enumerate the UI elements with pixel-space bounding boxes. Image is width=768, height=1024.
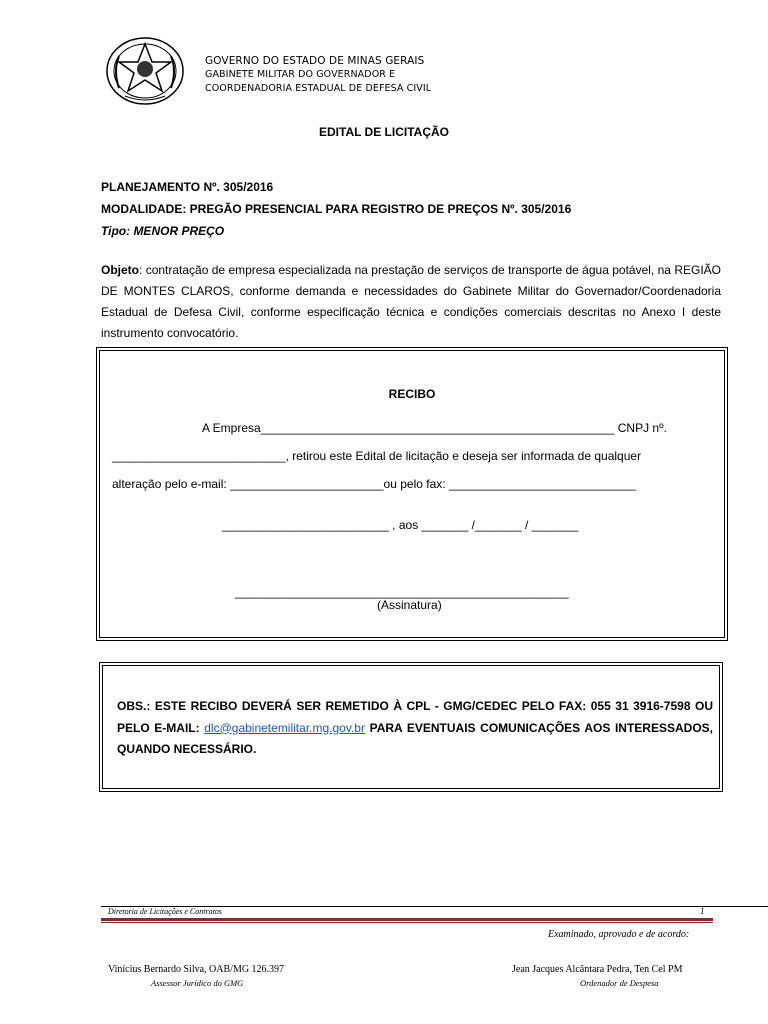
objeto-text: : contratação de empresa especializada na prestação de serviços de transporte de água potável, na REGIÃO DE MONTES CLAROS, conforme demanda e necessidades do Gabinete Militar do Governador/Coordenadoria Estadual de Defesa Civil, conforme especificação técnica e condições comerciais descritas no Anexo I deste instrumento convocatório. (101, 263, 721, 340)
objeto-paragraph (101, 260, 721, 344)
modalidade-line: MODALIDADE: PREGÃO PRESENCIAL PARA REGISTRO DE PREÇOS Nº. 305/2016 (101, 202, 572, 216)
tipo-line: Tipo: MENOR PREÇO (101, 224, 225, 238)
recibo-cnpj-line: __________________________, retirou este Edital de licitação e deseja ser informada de qualquer (112, 449, 642, 463)
signer1-role: Assessor Jurídico do GMG (151, 978, 244, 988)
obs-text-after: PARA EVENTUAIS COMUNICAÇÕES AOS INTERESSADOS, QUANDO NECESSÁRIO. (117, 720, 713, 756)
signature-line: __________________________________________________ (235, 585, 569, 599)
planejamento-line: PLANEJAMENTO Nº. 305/2016 (101, 180, 274, 194)
footer-department: Diretoria de Licitações e Contratos (108, 907, 222, 916)
obs-box (99, 662, 723, 792)
signer2-role: Ordenador de Despesa (580, 978, 659, 988)
gov-line-1: GOVERNO DO ESTADO DE MINAS GERAIS (205, 55, 425, 67)
signer1-name: Vinícius Bernardo Silva, OAB/MG 126.397 (108, 964, 285, 975)
footer-thin-rule (101, 922, 713, 923)
objeto-label: Objeto (101, 263, 139, 277)
recibo-date-line: _________________________ , aos _______ /_______ / _______ (222, 518, 579, 532)
footer-thick-rule (101, 918, 713, 921)
email-link[interactable]: dlc@gabinetemilitar.mg.gov.br (204, 720, 365, 735)
recibo-box (96, 347, 728, 641)
signature-label: (Assinatura) (377, 598, 442, 612)
document-title: EDITAL DE LICITAÇÃO (319, 125, 449, 139)
gov-line-3: COORDENADORIA ESTADUAL DE DEFESA CIVIL (205, 83, 432, 94)
state-coat-of-arms-icon (105, 36, 185, 106)
obs-text-before: OBS.: ESTE RECIBO DEVERÁ SER REMETIDO À CPL - GMG/CEDEC PELO FAX: 055 31 3916-7598 OU PELO E-MAIL: (117, 699, 713, 735)
recibo-contact-line: alteração pelo e-mail: _______________________ou pelo fax: ____________________________ (112, 477, 636, 491)
government-header (205, 54, 431, 96)
signer2-name: Jean Jacques Alcântara Pedra, Ten Cel PM (512, 964, 683, 975)
gov-line-2: GABINETE MILITAR DO GOVERNADOR E (205, 69, 396, 80)
page-number: 1 (700, 906, 705, 916)
recibo-title: RECIBO (388, 387, 436, 401)
obs-text (117, 696, 713, 761)
examined-note: Examinado, aprovado e de acordo: (548, 929, 690, 940)
planning-block (101, 176, 571, 242)
recibo-company-line: A Empresa_____________________________________________________ CNPJ nº. (202, 421, 667, 435)
